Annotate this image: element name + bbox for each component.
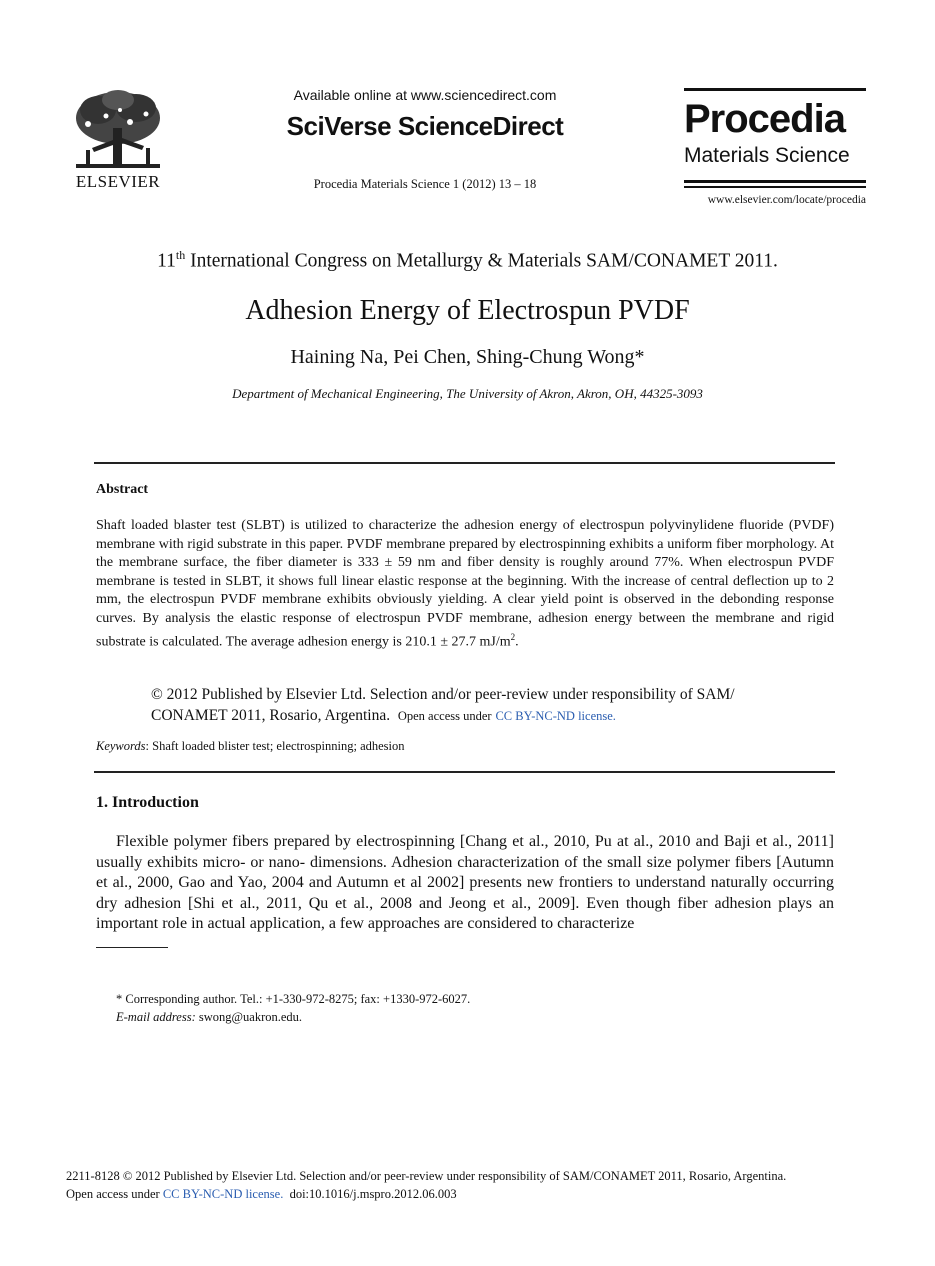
footer-open-access-prefix: Open access under	[66, 1186, 160, 1201]
keywords	[96, 739, 405, 754]
paper-authors: Haining Na, Pei Chen, Shing-Chung Wong*	[290, 346, 645, 368]
abstract-heading: Abstract	[96, 482, 149, 497]
keywords-values: : Shaft loaded blister test; electrospinning; adhesion	[145, 739, 405, 753]
email-label: E-mail address:	[116, 1009, 196, 1024]
procedia-logo-title: Procedia	[684, 97, 845, 141]
sciverse-logo-text: SciVerse ScienceDirect	[286, 111, 564, 141]
keywords-label: Keywords	[96, 739, 146, 753]
available-online-text: Available online at www.sciencedirect.com	[293, 87, 557, 103]
corresponding-author: * Corresponding author. Tel.: +1-330-972-8275; fax: +1330-972-6027.	[116, 992, 471, 1006]
procedia-logo	[684, 88, 866, 206]
congress-ordinal-suffix: th	[175, 248, 186, 262]
procedia-logo-subtitle: Materials Science	[684, 144, 850, 167]
footer-doi[interactable]: doi:10.1016/j.mspro.2012.06.003	[289, 1186, 457, 1201]
introduction-body: Flexible polymer fibers prepared by electrospinning [Chang et al., 2010, Pu at al., 2010 and Baji et al., 2011] usually exhibits micro- or nano- dimensions. Adhesion characterization of the small size polymer fibers [Autumn et al., 2000, Gao and Yao, 2004 and Autumn et al 2002] presents new frontiers to understand naturally occurring dry adhesion [Shi et al., 2011, Qu et al., 2008 and Jeong et al., 2009]. Even though fiber adhesion plays an important role in actual application, a few approaches are considered to characterize	[96, 833, 834, 932]
email-address[interactable]: swong@uakron.edu.	[195, 1009, 303, 1024]
footer-license-link[interactable]: CC BY-NC-ND license.	[162, 1186, 284, 1201]
abstract-top-rule	[94, 462, 835, 464]
elsevier-tree-icon	[68, 88, 168, 172]
introduction-heading: 1. Introduction	[96, 794, 199, 811]
congress-number: 11	[157, 250, 176, 272]
copyright-text: © 2012 Published by Elsevier Ltd. Selection and/or peer-review under responsibility of SAM/ CONAMET 2011, Rosario, Argentina.	[151, 686, 735, 724]
procedia-bottom-rule-thin	[684, 186, 866, 188]
page-footer	[66, 1168, 886, 1203]
abstract-unit-superscript: 2	[510, 632, 516, 642]
abstract-body	[96, 517, 834, 652]
paper-title: Adhesion Energy of Electrospun PVDF	[245, 295, 690, 326]
abstract-end-punct: .	[515, 634, 519, 650]
footer-line2	[66, 1186, 886, 1204]
abstract-bottom-rule	[94, 771, 835, 773]
email-line	[116, 1009, 470, 1027]
paper-affiliation: Department of Mechanical Engineering, The University of Akron, Akron, OH, 44325-3093	[232, 386, 703, 401]
license-link[interactable]: CC BY-NC-ND license.	[495, 709, 616, 723]
congress-line	[0, 248, 935, 273]
elsevier-logo	[68, 88, 168, 198]
elsevier-wordmark: ELSEVIER	[75, 172, 161, 191]
procedia-top-rule	[684, 88, 866, 91]
footnote	[116, 991, 470, 1026]
congress-text: International Congress on Metallurgy & Materials SAM/CONAMET 2011.	[185, 250, 778, 272]
abstract-text: Shaft loaded blaster test (SLBT) is utilized to characterize the adhesion energy of electrospun polyvinylidene fluoride (PVDF) membrane with rigid substrate in this paper. PVDF membrane prepared by electrospinning exhibits a uniform fiber morphology. At the membrane surface, the fiber diameter is 333 ± 59 nm and fiber density is roughly around 77%. When electrospun PVDF membrane is tested in SLBT, it shows full linear elastic response at the beginning. With the increase of central deflection up to 2 mm, the electrospun PVDF membrane exhibits obviously yielding. A clear yield point is observed in the debonding response curves. By analysis the elastic response of electrospun PVDF membrane, adhesion energy between the membrane and rigid substrate is calculated. The average adhesion energy is 210.1 ± 27.7 mJ/m	[96, 518, 834, 650]
journal-url[interactable]: www.elsevier.com/locate/procedia	[707, 194, 866, 206]
open-access-prefix: Open access under	[397, 709, 492, 723]
copyright-notice	[151, 684, 811, 727]
procedia-bottom-rule	[684, 180, 866, 183]
footnote-rule	[96, 947, 168, 948]
journal-reference: Procedia Materials Science 1 (2012) 13 – 18	[313, 177, 537, 191]
footer-copyright: 2211-8128 © 2012 Published by Elsevier Ltd. Selection and/or peer-review under responsibility of SAM/CONAMET 2011, Rosario, Argentina.	[66, 1169, 787, 1183]
